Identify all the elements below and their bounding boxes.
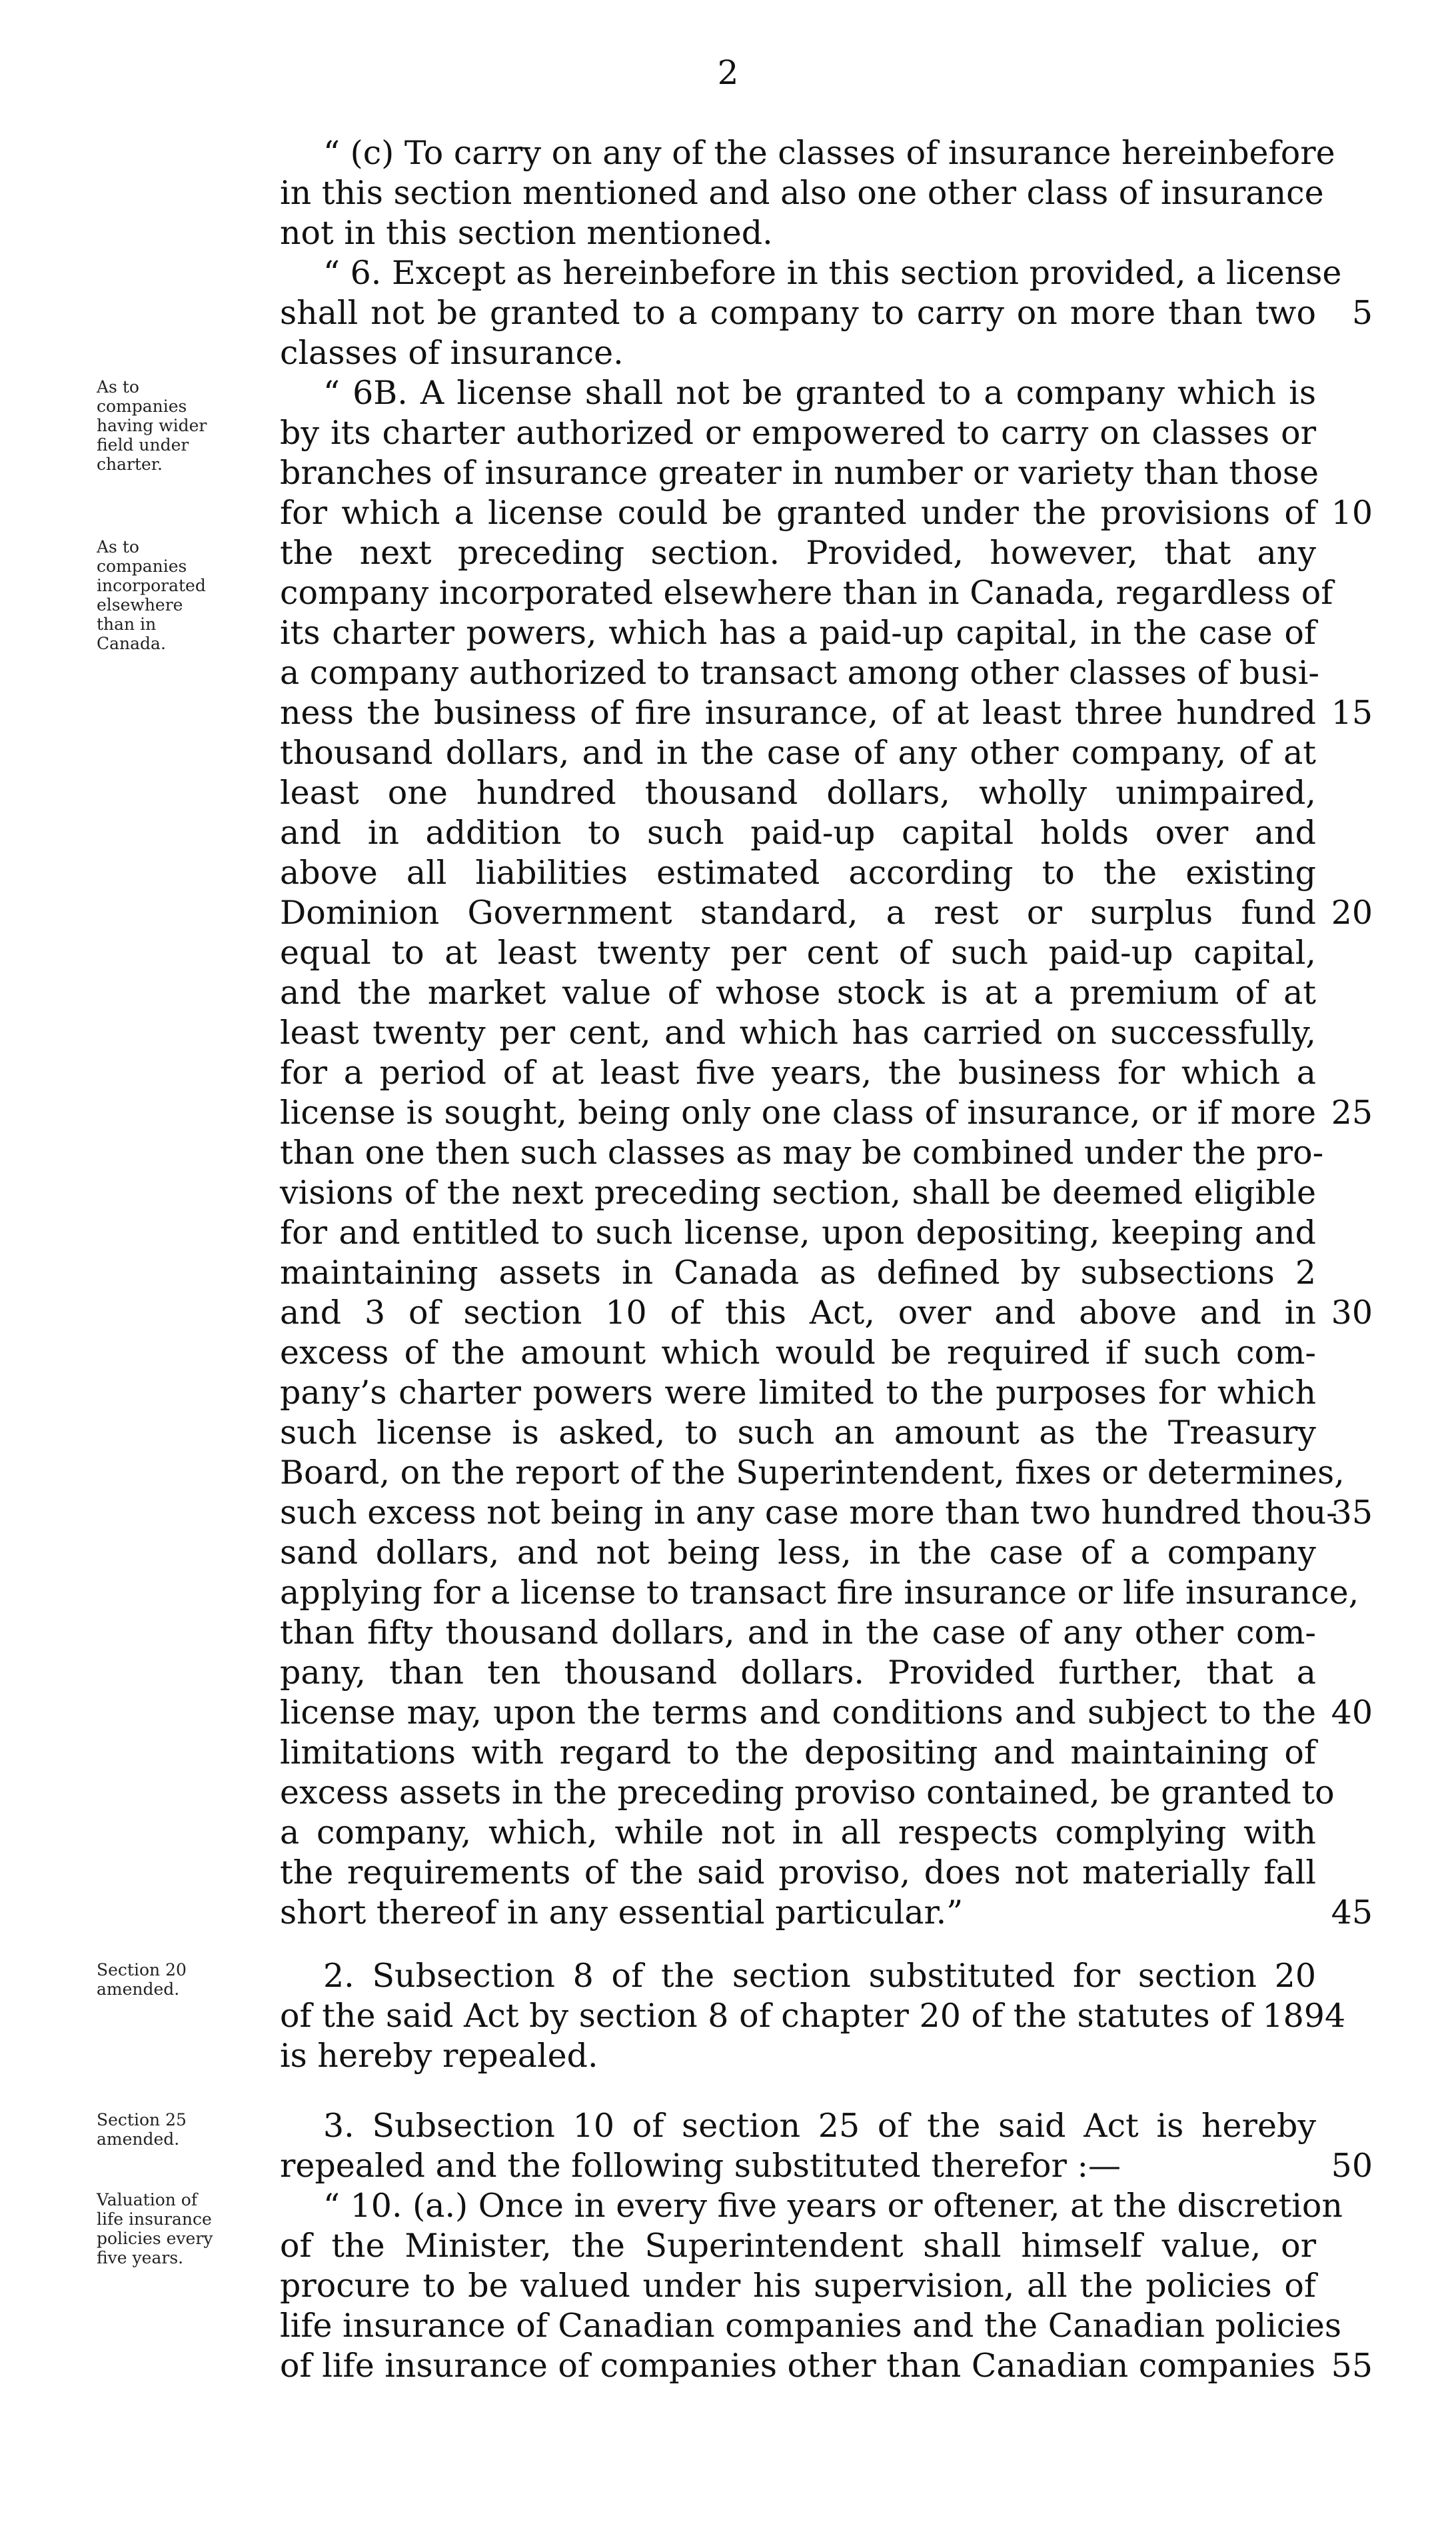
body-line: 2. Subsection 8 of the section substituted for section 20: [323, 1957, 1316, 1995]
body-line: Dominion Government standard, a rest or surplus fund: [280, 894, 1316, 932]
margin-note-line: having wider: [97, 416, 207, 435]
body-line: of the Minister, the Superintendent shall himself value, or: [280, 2227, 1316, 2265]
body-line: branches of insurance greater in number or variety than those: [280, 454, 1319, 492]
body-line: license may, upon the terms and conditions and subject to the: [280, 1694, 1316, 1732]
body-line: sand dollars, and not being less, in the case of a company: [280, 1534, 1316, 1572]
body-line: company incorporated elsewhere than in Canada, regardless of: [280, 574, 1333, 612]
margin-note: [97, 537, 250, 653]
margin-note-line: As to: [97, 377, 139, 397]
body-line: above all liabilities estimated according to the existing: [280, 854, 1316, 892]
margin-note-line: As to: [97, 537, 139, 557]
body-line: a company, which, while not in all respects complying with: [280, 1814, 1316, 1852]
body-line: least twenty per cent, and which has carried on successfully,: [280, 1014, 1316, 1052]
line-number: 15: [1331, 694, 1373, 732]
body-line: Board, on the report of the Superintendent, fixes or determines,: [280, 1454, 1345, 1492]
body-line: not in this section mentioned.: [280, 214, 773, 252]
line-number: 20: [1331, 894, 1373, 932]
margin-note: [97, 2110, 250, 2149]
margin-note-line: elsewhere: [97, 595, 183, 615]
body-line: and in addition to such paid-up capital holds over and: [280, 814, 1316, 852]
body-line: by its charter authorized or empowered to carry on classes or: [280, 414, 1316, 452]
body-line: such license is asked, to such an amount as the Treasury: [280, 1414, 1316, 1452]
body-line: of life insurance of companies other than Canadian companies: [280, 2347, 1316, 2385]
margin-note-line: Valuation of: [97, 2190, 198, 2209]
body-line: a company authorized to transact among other classes of busi-: [280, 654, 1319, 692]
line-number: 30: [1331, 1294, 1373, 1332]
body-line: applying for a license to transact fire insurance or life insurance,: [280, 1574, 1359, 1612]
body-line: than one then such classes as may be combined under the pro-: [280, 1134, 1324, 1172]
body-line: the next preceding section. Provided, however, that any: [280, 534, 1316, 572]
body-line: and 3 of section 10 of this Act, over and above and in: [280, 1294, 1316, 1332]
body-line: excess of the amount which would be required if such com-: [280, 1334, 1316, 1372]
margin-note-line: than in: [97, 615, 157, 634]
body-line: for and entitled to such license, upon depositing, keeping and: [280, 1214, 1316, 1252]
body-line: license is sought, being only one class of insurance, or if more: [280, 1094, 1316, 1132]
body-line: of the said Act by section 8 of chapter 20 of the statutes of 1894: [280, 1997, 1346, 2035]
body-line: “ 10. (a.) Once in every five years or oftener, at the discretion: [323, 2187, 1343, 2225]
margin-note-line: Section 25: [97, 2110, 187, 2129]
line-number: 10: [1331, 494, 1373, 532]
line-number: 55: [1331, 2347, 1373, 2385]
body-line: its charter powers, which has a paid-up capital, in the case of: [280, 614, 1316, 652]
body-line: ness the business of fire insurance, of at least three hundred: [280, 694, 1316, 732]
body-line: repealed and the following substituted therefor :—: [280, 2147, 1121, 2185]
body-line: least one hundred thousand dollars, wholly unimpaired,: [280, 774, 1316, 812]
margin-note-line: incorporated: [97, 576, 206, 595]
line-number: 50: [1331, 2147, 1373, 2185]
margin-note-line: field under: [97, 435, 189, 455]
body-line: “ 6. Except as hereinbefore in this section provided, a license: [323, 254, 1342, 292]
margin-note-line: companies: [97, 557, 187, 576]
margin-note-line: companies: [97, 397, 187, 416]
body-line: “ 6B. A license shall not be granted to a company which is: [323, 374, 1316, 412]
body-line: is hereby repealed.: [280, 2037, 598, 2075]
body-line: 3. Subsection 10 of section 25 of the said Act is hereby: [323, 2107, 1316, 2145]
margin-note-line: amended.: [97, 2129, 180, 2149]
body-line: such excess not being in any case more than two hundred thou-: [280, 1494, 1337, 1532]
body-line: the requirements of the said proviso, does not materially fall: [280, 1854, 1316, 1892]
body-line: equal to at least twenty per cent of such paid-up capital,: [280, 934, 1316, 972]
margin-note-line: Section 20: [97, 1960, 187, 1979]
margin-note-line: charter.: [97, 455, 163, 474]
line-number: 5: [1351, 294, 1373, 332]
body-line: excess assets in the preceding proviso contained, be granted to: [280, 1774, 1335, 1812]
body-line: limitations with regard to the depositing and maintaining of: [280, 1734, 1316, 1772]
margin-note-line: five years.: [97, 2248, 184, 2267]
margin-note-line: life insurance: [97, 2209, 212, 2229]
body-line: pany, than ten thousand dollars. Provided further, that a: [280, 1654, 1316, 1692]
body-line: for a period of at least five years, the business for which a: [280, 1054, 1316, 1092]
margin-note: [97, 1960, 250, 1999]
body-line: maintaining assets in Canada as defined by subsections 2: [280, 1254, 1316, 1292]
line-number: 35: [1331, 1494, 1373, 1532]
page-number: 2: [717, 53, 739, 92]
margin-note: [97, 2190, 250, 2267]
body-line: life insurance of Canadian companies and the Canadian policies: [280, 2307, 1342, 2345]
body-line: for which a license could be granted under the provisions of: [280, 494, 1316, 532]
body-line: short thereof in any essential particular.”: [280, 1894, 964, 1931]
margin-note: [97, 377, 250, 474]
line-number: 40: [1331, 1694, 1373, 1732]
body-line: shall not be granted to a company to carry on more than two: [280, 294, 1316, 332]
body-line: and the market value of whose stock is at a premium of at: [280, 974, 1316, 1012]
body-line: “ (c) To carry on any of the classes of insurance hereinbefore: [323, 134, 1335, 172]
line-number: 25: [1331, 1094, 1373, 1132]
body-line: pany’s charter powers were limited to the purposes for which: [280, 1374, 1316, 1412]
margin-note-line: Canada.: [97, 634, 166, 653]
body-line: classes of insurance.: [280, 334, 624, 372]
line-number: 45: [1331, 1894, 1373, 1931]
margin-note-line: policies every: [97, 2229, 213, 2248]
body-line: procure to be valued under his supervision, all the policies of: [280, 2267, 1316, 2305]
body-line: visions of the next preceding section, shall be deemed eligible: [280, 1174, 1316, 1212]
body-line: in this section mentioned and also one other class of insurance: [280, 174, 1324, 212]
margin-note-line: amended.: [97, 1979, 180, 1999]
body-line: thousand dollars, and in the case of any other company, of at: [280, 734, 1316, 772]
body-line: than fifty thousand dollars, and in the case of any other com-: [280, 1614, 1316, 1652]
